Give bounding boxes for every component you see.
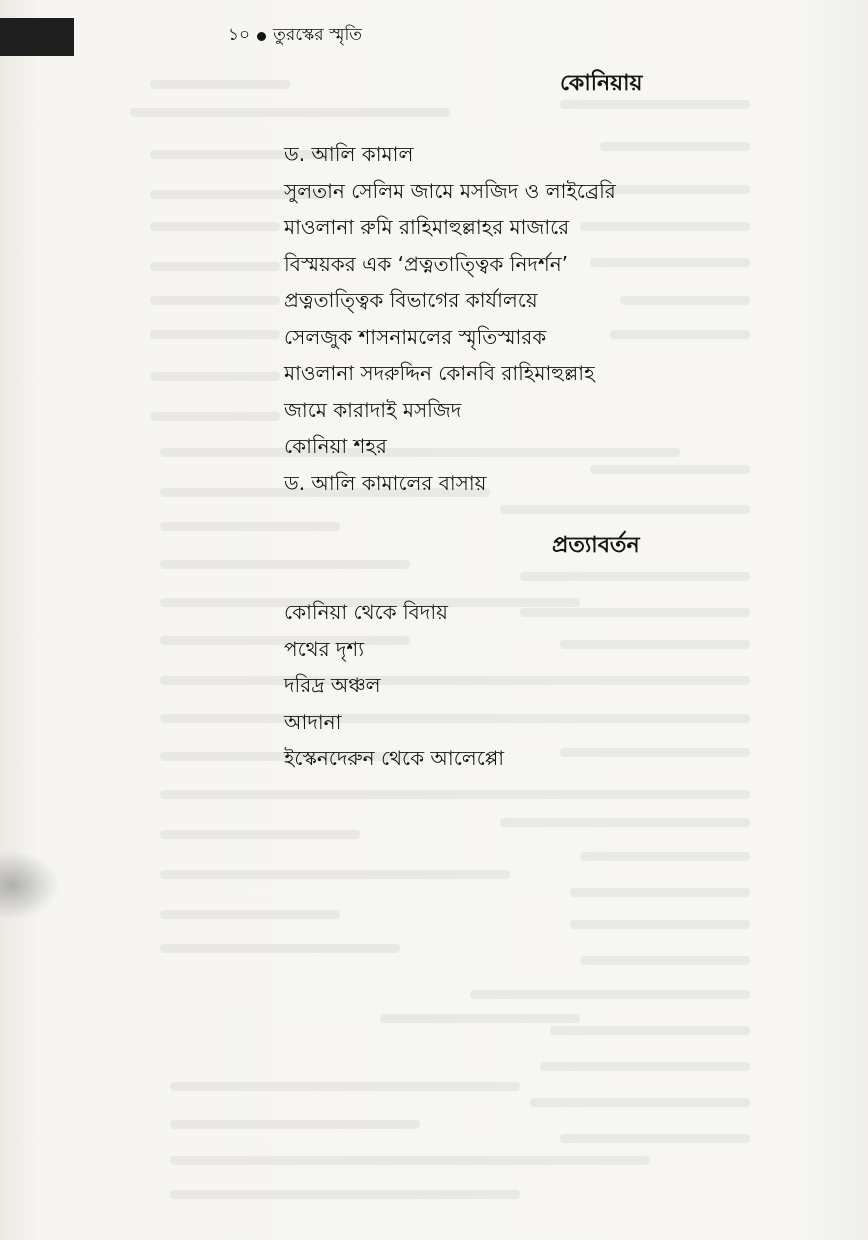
toc-list-return [284, 594, 504, 777]
toc-item: বিস্ময়কর এক ‘প্রত্নতাত্ত্বিক নিদর্শন’ [284, 251, 569, 276]
bullet-separator-icon [257, 32, 266, 41]
toc-item: মাওলানা সদরুদ্দিন কোনবি রাহিমাহুল্লাহ [284, 361, 595, 385]
corner-scan-mark [0, 18, 74, 56]
toc-item: ড. আলি কামালের বাসায় [284, 470, 487, 495]
toc-item: সুলতান সেলিম জামে মসজিদ ও লাইব্রেরি [284, 178, 616, 203]
page-header [228, 22, 362, 50]
book-title: তুরস্কের স্মৃতি [273, 25, 363, 45]
toc-item: কোনিয়া থেকে বিদায় [284, 600, 448, 624]
section-heading-konya: কোনিয়ায় [560, 71, 643, 96]
toc-item: জামে কারাদাই মসজিদ [284, 397, 462, 422]
page-number: ১০ [228, 25, 251, 45]
toc-item: সেলজুক শাসনামলের স্মৃতিস্মারক [284, 324, 547, 349]
toc-item: দরিদ্র অঞ্চল [284, 673, 381, 697]
toc-item: পথের দৃশ্য [284, 636, 365, 661]
toc-item: ড. আলি কামাল [284, 142, 414, 166]
toc-item: আদানা [284, 709, 342, 734]
toc-item: মাওলানা রুমি রাহিমাহুল্লাহর মাজারে [284, 215, 570, 239]
toc-item: কোনিয়া শহর [284, 434, 387, 458]
toc-list-konya [284, 136, 616, 501]
toc-item: প্রত্নতাত্ত্বিক বিভাগের কার্যালয়ে [284, 288, 538, 312]
section-heading-return: প্রত্যাবর্তন [552, 533, 640, 558]
toc-item: ইস্কেনদেরুন থেকে আলেপ্পো [284, 746, 505, 770]
scan-smudge [0, 850, 60, 920]
